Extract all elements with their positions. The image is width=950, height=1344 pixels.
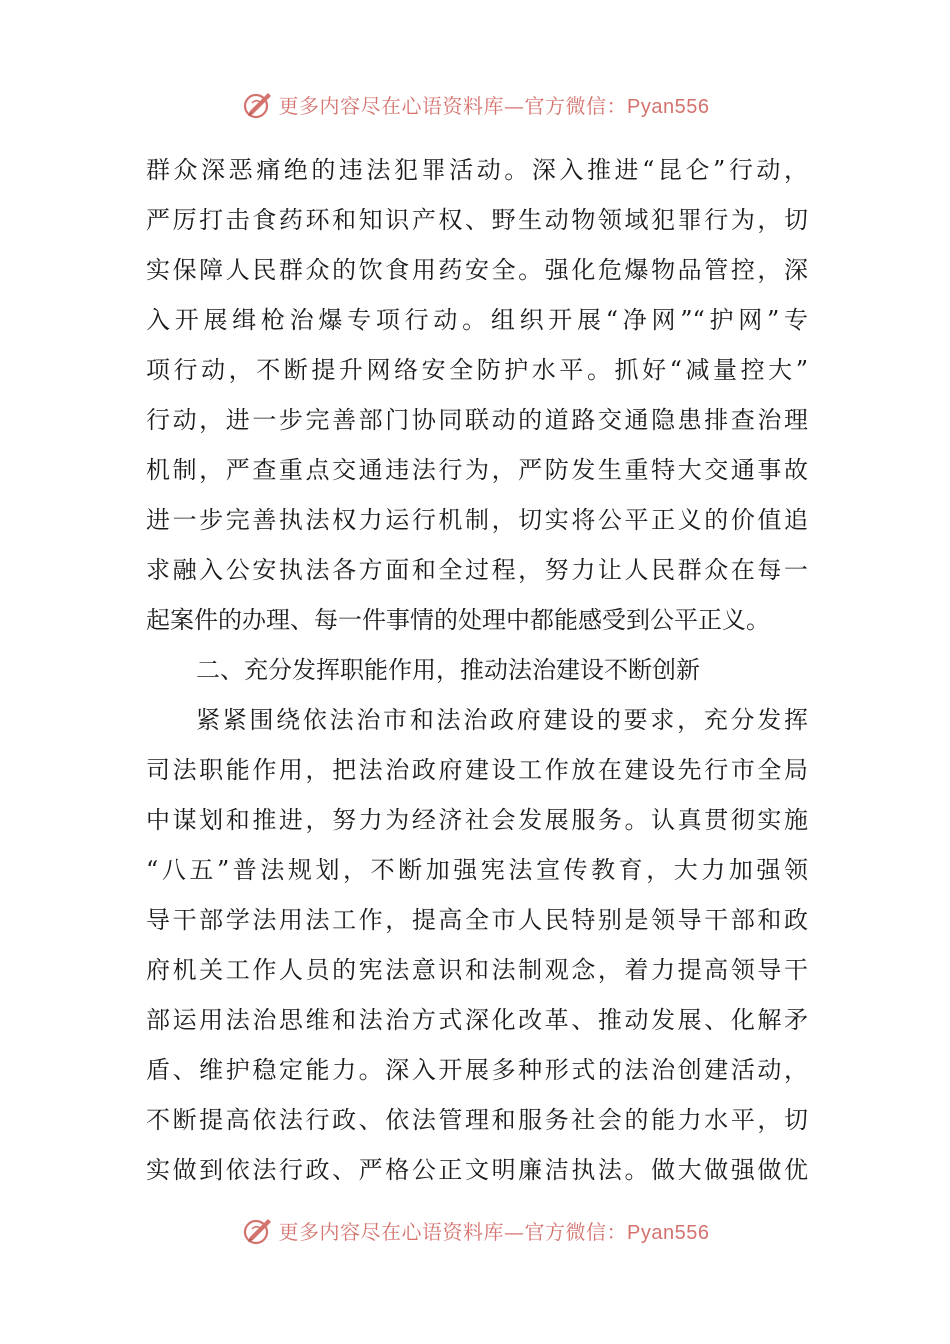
text-line: 求融入公安执法各方面和全过程，努力让人民群众在每一 xyxy=(146,556,808,584)
text-line: 中谋划和推进，努力为经济社会发展服务。认真贯彻实施 xyxy=(146,806,808,834)
text-line: 不断提高依法行政、依法管理和服务社会的能力水平，切 xyxy=(146,1106,808,1134)
section-heading: 二、充分发挥职能作用，推动法治建设不断创新 xyxy=(196,656,700,684)
watermark-text: 更多内容尽在心语资料库—官方微信：Pyan556 xyxy=(278,93,710,118)
text-line: 起案件的办理、每一件事情的处理中都能感受到公平正义。 xyxy=(146,606,770,634)
watermark-id: Pyan556 xyxy=(627,95,710,118)
document-body xyxy=(146,145,808,1195)
text-line: 实保障人民群众的饮食用药安全。强化危爆物品管控，深 xyxy=(146,256,808,284)
text-line: 紧紧围绕依法治市和法治政府建设的要求，充分发挥 xyxy=(196,706,808,734)
footer-watermark xyxy=(0,1210,950,1250)
text-line: 机制，严查重点交通违法行为，严防发生重特大交通事故 xyxy=(146,456,808,484)
text-line: 导干部学法用法工作，提高全市人民特别是领导干部和政 xyxy=(146,906,808,934)
text-line: 司法职能作用，把法治政府建设工作放在建设先行市全局 xyxy=(146,756,808,784)
text-line: 部运用法治思维和法治方式深化改革、推动发展、化解矛 xyxy=(146,1006,808,1034)
text-line: “八五”普法规划，不断加强宪法宣传教育，大力加强领 xyxy=(146,856,808,884)
watermark-id: Pyan556 xyxy=(627,1221,710,1244)
pen-logo-icon xyxy=(241,87,275,121)
text-line: 实做到依法行政、严格公正文明廉洁执法。做大做强做优 xyxy=(146,1156,808,1184)
text-line: 进一步完善执法权力运行机制，切实将公平正义的价值追 xyxy=(146,506,808,534)
text-line: 严厉打击食药环和知识产权、野生动物领域犯罪行为，切 xyxy=(146,206,808,234)
text-line: 府机关工作人员的宪法意识和法制观念，着力提高领导干 xyxy=(146,956,808,984)
watermark-text: 更多内容尽在心语资料库—官方微信：Pyan556 xyxy=(278,1219,710,1244)
text-line: 入开展缉枪治爆专项行动。组织开展“净网”“护网”专 xyxy=(146,306,808,334)
text-line: 群众深恶痛绝的违法犯罪活动。深入推进“昆仑”行动， xyxy=(146,156,808,184)
text-line: 行动，进一步完善部门协同联动的道路交通隐患排查治理 xyxy=(146,406,808,434)
text-line: 项行动，不断提升网络安全防护水平。抓好“减量控大” xyxy=(146,356,808,384)
pen-logo-icon xyxy=(241,1213,275,1247)
header-watermark xyxy=(0,84,950,124)
text-line: 盾、维护稳定能力。深入开展多种形式的法治创建活动， xyxy=(146,1056,808,1084)
